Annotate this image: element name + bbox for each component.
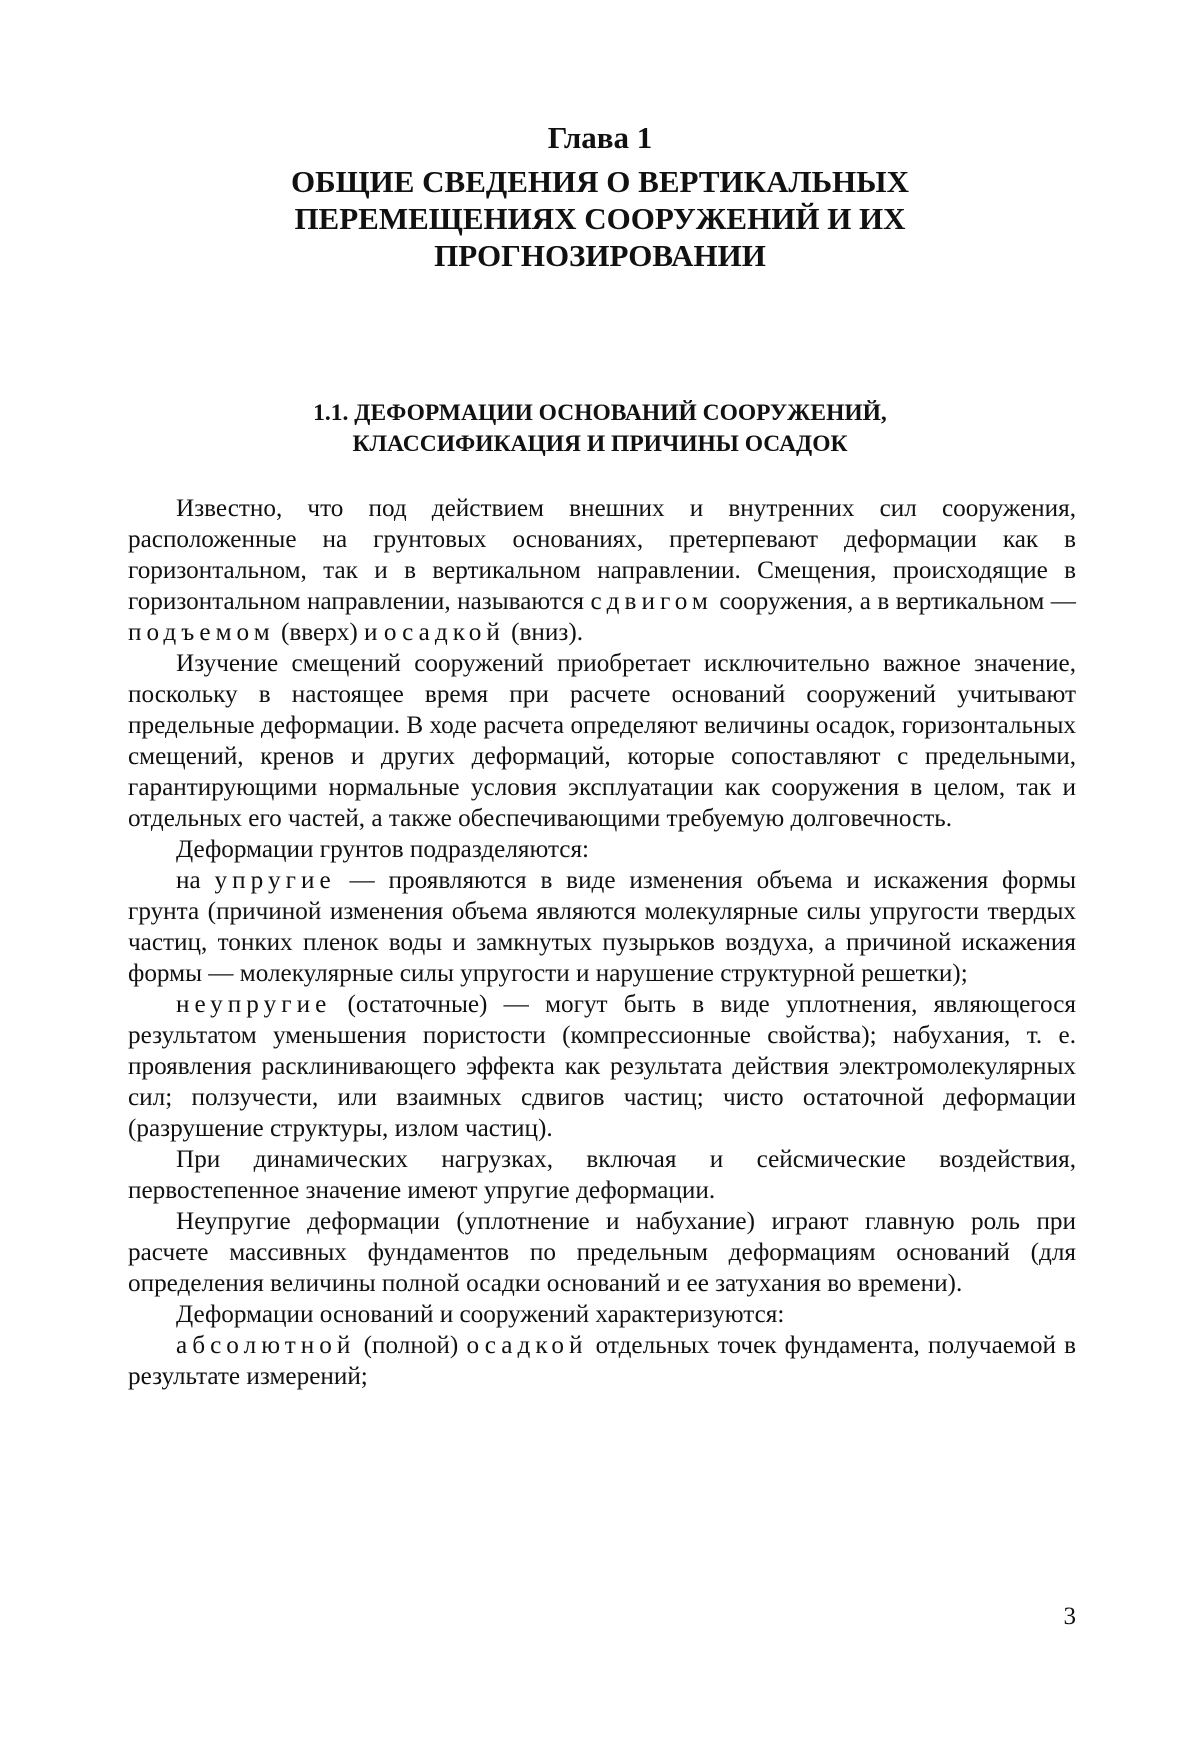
chapter-label: Глава 1 [547, 120, 653, 155]
paragraph [128, 865, 1076, 989]
chapter-title-line: ПРОГНОЗИРОВАНИИ [434, 238, 766, 273]
paragraph: Изучение смещений сооружений приобретает исключительно важное значение, поскольку в настоящее время при расчете оснований сооружений учитывают предельные деформации. В ходе расчета определяют величины осадок, горизонтальных смещений, кренов и других деформаций, которые сопоставляют с предельными, гарантирующими нормальные условия эксплуатации как сооружения в целом, так и отдельных его частей, а также обеспечивающими требуемую долговечность. [128, 650, 1076, 832]
text-run: отдельных точек фундамента, получаемой в результате измерений; [128, 1332, 1077, 1390]
text-run: (полной) [355, 1332, 467, 1359]
paragraph: Деформации грунтов подразделяются: [176, 836, 590, 863]
chapter-title-line: ПЕРЕМЕЩЕНИЯХ СООРУЖЕНИЙ И ИХ [294, 201, 906, 236]
text-run: — проявляются в виде изменения объема и искажения формы грунта (причиной изменения объема являются молекулярные силы упругости твердых частиц, тонких пленок воды и замкнутых пузырьков воздуха, а причиной искажения формы — молекулярные силы упругости и нарушение структурной решетки); [128, 867, 1076, 987]
text-run: сооружения, а в вертикальном — [712, 588, 1076, 615]
text-run: (остаточные) — могут быть в виде уплотнения, являющегося результатом уменьшения пористости (компрессионные свойства); набухания, т. е. проявления расклинивающего эффекта как результата действия электромолекулярных сил; ползучести, или взаимных сдвигов частиц; чисто остаточной деформации (разрушение структуры, излом частиц). [128, 991, 1076, 1142]
section-title-line: КЛАССИФИКАЦИЯ И ПРИЧИНЫ ОСАДОК [352, 431, 848, 457]
text-run: Известно, что под действием внешних и внутренних сил сооружения, расположенные на грунтовых основаниях, претерпевают деформации как в горизонтальном, так и в вертикальном направлении. Смещения, происходящие в горизонтальном направлении, называются [128, 495, 1076, 615]
chapter-title [150, 163, 1050, 274]
body-text [128, 493, 1076, 1392]
text-run: на [176, 867, 215, 894]
page-number: 3 [1063, 1603, 1076, 1630]
paragraph: Неупругие деформации (уплотнение и набухание) играют главную роль при расчете массивных фундаментов по предельным деформациям оснований (для определения величины полной осадки оснований и ее затухания во времени). [128, 1208, 1076, 1297]
section-title [150, 398, 1050, 460]
paragraph [128, 493, 1076, 648]
paragraph [128, 1330, 1076, 1392]
emphasized-term: упругие [214, 867, 336, 894]
chapter-title-line: ОБЩИЕ СВЕДЕНИЯ О ВЕРТИКАЛЬНЫХ [290, 164, 910, 199]
emphasized-term: подъемом [128, 619, 275, 646]
emphasized-term: осадкой [383, 619, 505, 646]
text-run: (вверх) и [274, 619, 384, 646]
emphasized-term: абсолютной [176, 1332, 356, 1359]
paragraph [128, 989, 1076, 1144]
emphasized-term: неупругие [176, 991, 332, 1018]
text-run: (вниз). [504, 619, 584, 646]
paragraph: Деформации оснований и сооружений характеризуются: [176, 1301, 785, 1328]
emphasized-term: осадкой [466, 1332, 588, 1359]
section-title-line: 1.1. ДЕФОРМАЦИИ ОСНОВАНИЙ СООРУЖЕНИЙ, [313, 400, 887, 426]
emphasized-term: сдвигом [590, 588, 713, 615]
paragraph: При динамических нагрузках, включая и сейсмические воздействия, первостепенное значение имеют упругие деформации. [128, 1146, 1076, 1204]
